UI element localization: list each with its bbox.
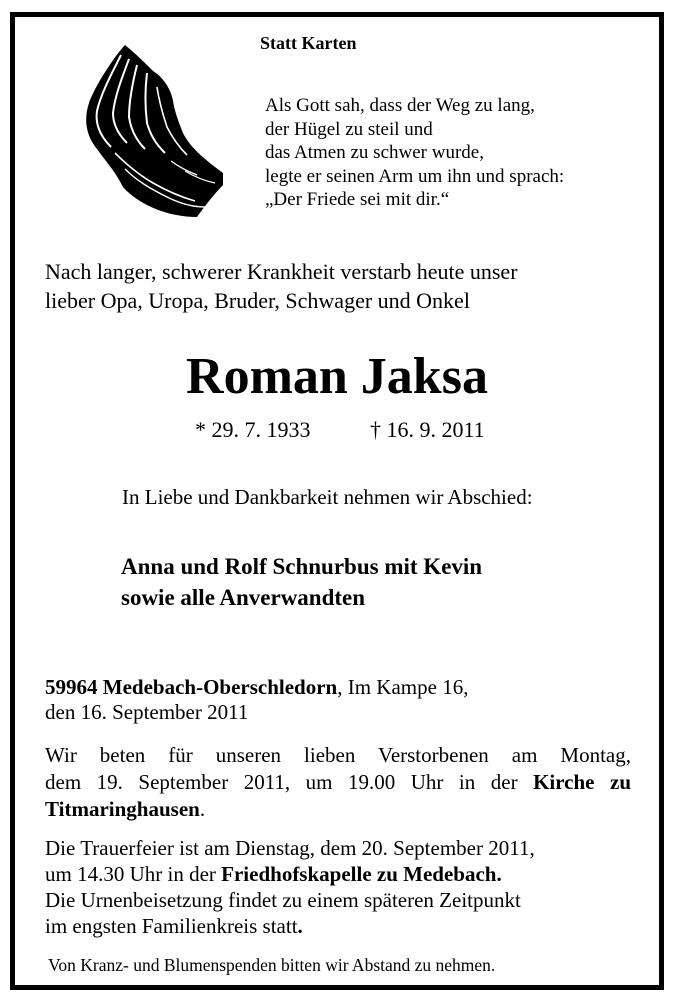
funeral-announcement (45, 835, 535, 939)
praying-hands-icon (67, 41, 225, 219)
deceased-name: Roman Jaksa (186, 348, 488, 405)
farewell-line: In Liebe und Dankbarkeit nehmen wir Abschied: (122, 485, 533, 509)
header-statt-karten: Statt Karten (260, 33, 357, 53)
address-date: den 16. September 2011 (45, 700, 249, 724)
funeral-line (45, 861, 535, 887)
birth-date: * 29. 7. 1933 (195, 417, 311, 442)
address-line (45, 675, 468, 700)
poem-line: „Der Friede sei mit dir.“ (265, 189, 450, 210)
mass-announcement (45, 742, 631, 823)
intro-line: Nach langer, schwerer Krankheit verstarb heute unser (45, 259, 518, 284)
funeral-text: im engsten Familienkreis statt (45, 914, 298, 938)
address-block (45, 675, 468, 725)
mass-line (45, 769, 631, 796)
obituary-frame (10, 12, 664, 990)
mass-text: dem 19. September 2011, um 19.00 Uhr in der (45, 770, 534, 794)
poem-line: Als Gott sah, dass der Weg zu lang, (265, 95, 535, 116)
funeral-chapel: Friedhofskapelle zu Medebach. (221, 862, 502, 886)
intro-line: lieber Opa, Uropa, Bruder, Schwager und Onkel (45, 288, 470, 313)
funeral-period: . (297, 914, 303, 938)
address-street: , Im Kampe 16, (337, 675, 469, 699)
address-place: 59964 Medebach-Oberschledorn (45, 675, 338, 699)
mourners (121, 551, 482, 613)
mourner-line: Anna und Rolf Schnurbus mit Kevin (121, 554, 483, 579)
poem (265, 94, 564, 212)
poem-line: legte er seinen Arm um ihn und sprach: (265, 165, 565, 187)
mourner-line: sowie alle Anverwandten (121, 585, 366, 610)
mass-line (45, 796, 631, 823)
mass-church: Kirche zu (533, 770, 631, 794)
funeral-line: Die Trauerfeier ist am Dienstag, dem 20. September 2011, (45, 836, 535, 860)
closing-note: Von Kranz- und Blumenspenden bitten wir Abstand zu nehmen. (48, 955, 496, 975)
mass-period: . (199, 797, 206, 821)
funeral-text: um 14.30 Uhr in der (45, 862, 222, 886)
poem-line: das Atmen zu schwer wurde, (265, 142, 484, 163)
mass-location: Titmaringhausen (45, 797, 200, 821)
poem-line: der Hügel zu steil und (265, 118, 433, 140)
mass-line: Wir beten für unseren lieben Verstorbenen am Montag, (45, 743, 631, 767)
death-date: † 16. 9. 2011 (370, 417, 485, 442)
funeral-line (45, 913, 535, 939)
intro-text (45, 257, 518, 315)
funeral-line: Die Urnenbeisetzung findet zu einem späteren Zeitpunkt (45, 888, 521, 912)
